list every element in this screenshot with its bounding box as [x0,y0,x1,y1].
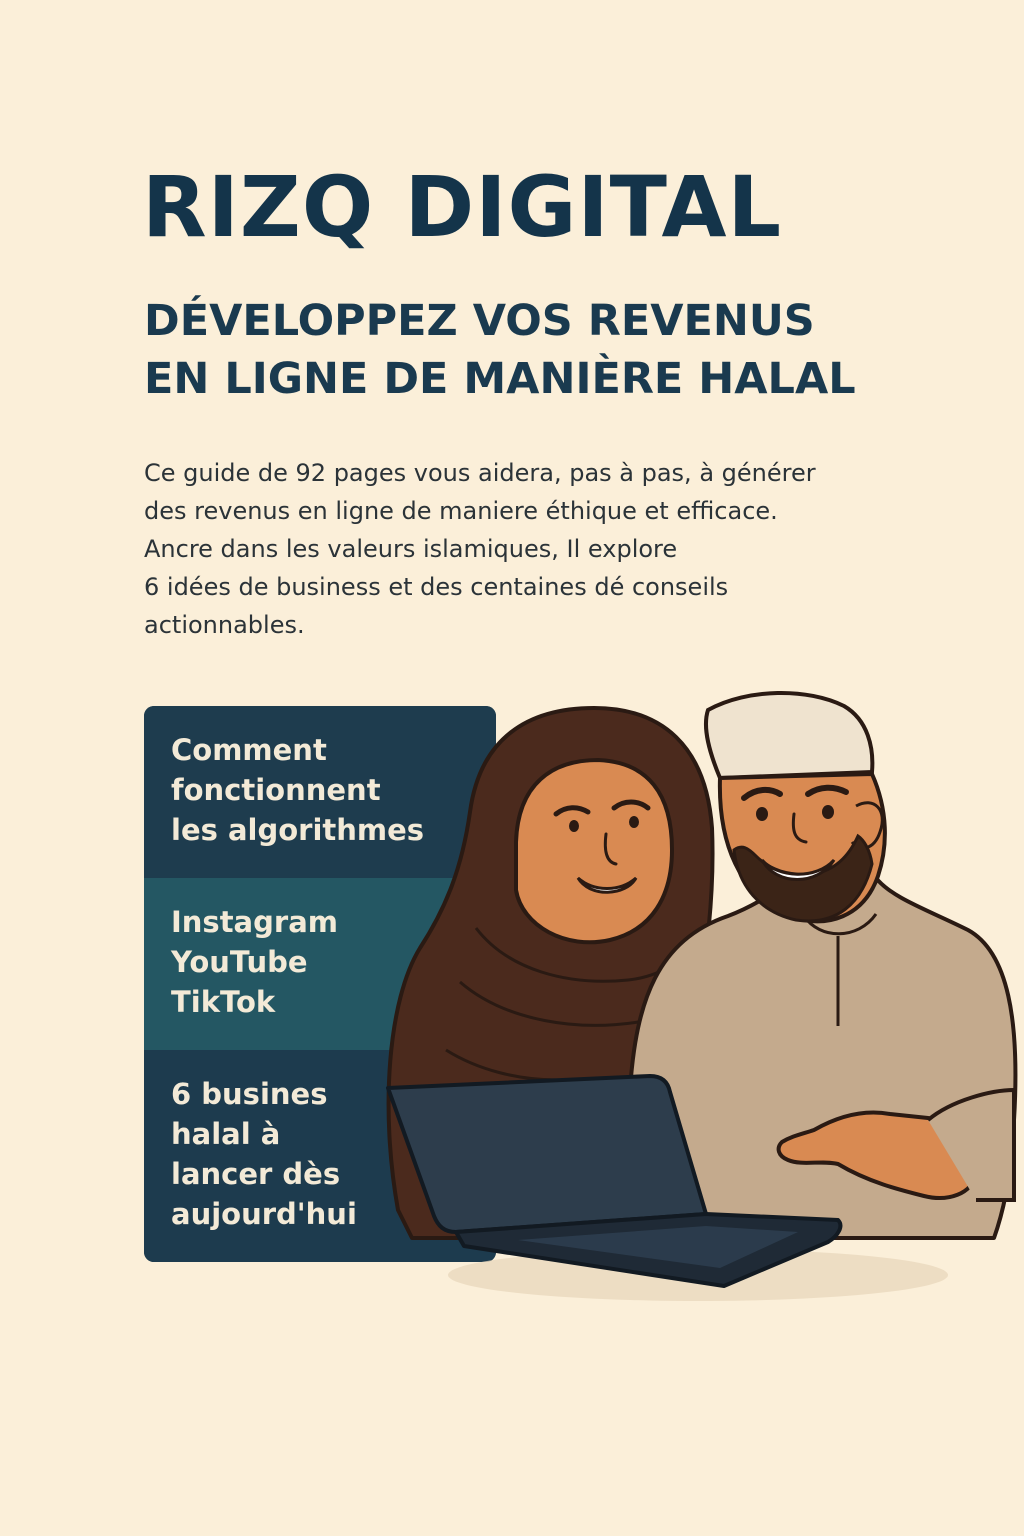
feature-line: Instagram [171,905,338,939]
couple-with-laptop-illustration [368,690,1018,1310]
description-line: actionnables. [144,611,305,639]
feature-line: YouTube [171,945,308,979]
subtitle-line: EN LIGNE DE MANIÈRE HALAL [144,354,856,404]
subtitle-line: DÉVELOPPEZ VOS REVENUS [144,296,815,346]
feature-line: 6 busines [171,1077,328,1111]
feature-line: les algorithmes [171,813,425,847]
feature-line: halal à [171,1117,281,1151]
feature-line: aujourd'hui [171,1197,357,1231]
description [144,454,864,644]
subtitle [144,292,964,408]
feature-line: Comment [171,733,327,767]
feature-line: lancer dès [171,1157,341,1191]
description-line: Ce guide de 92 pages vous aidera, pas à pas, à générer [144,459,816,487]
description-line: des revenus en ligne de maniere éthique et efficace. [144,497,778,525]
page-title: RIZQ DIGITAL [142,158,782,256]
feature-line: TikTok [171,985,276,1019]
description-line: Ancre dans les valeurs islamiques, Il explore [144,535,678,563]
feature-line: fonctionnent [171,773,381,807]
description-line: 6 idées de business et des centaines dé conseils [144,573,729,601]
